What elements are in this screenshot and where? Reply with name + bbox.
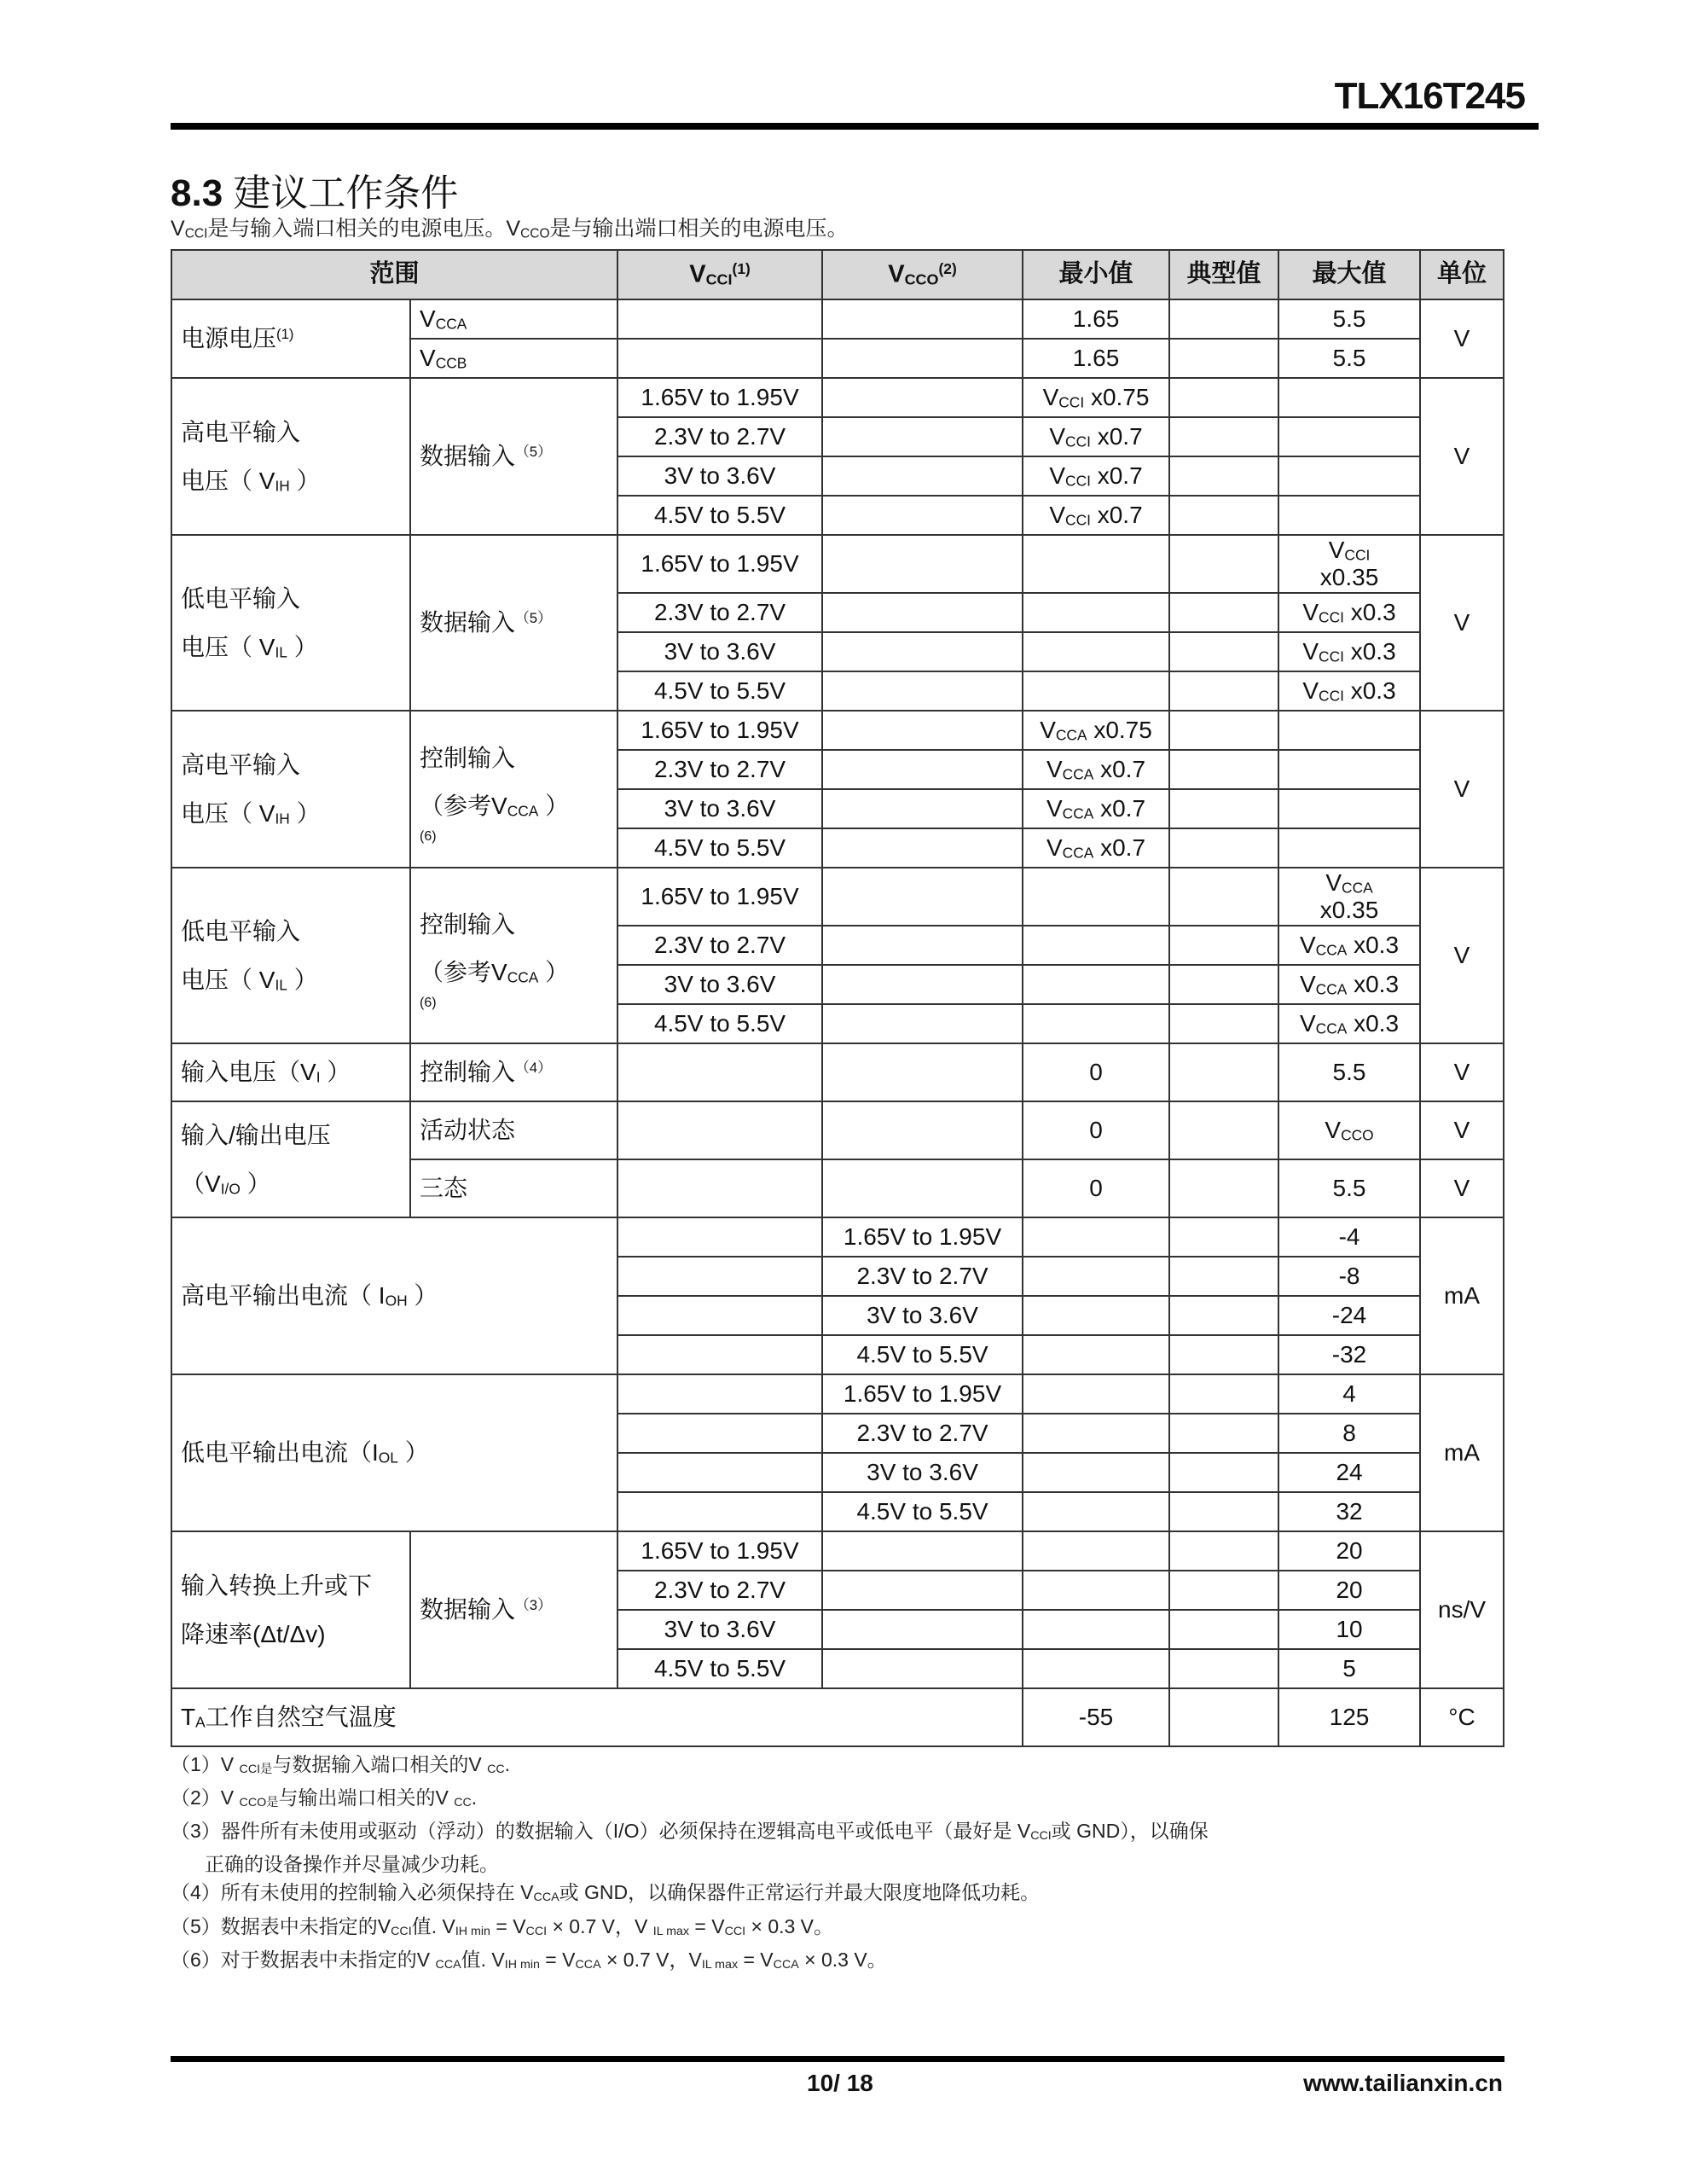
cell-typ <box>1169 1492 1278 1531</box>
cell-typ <box>1169 868 1278 926</box>
cell-min: 0 <box>1023 1159 1169 1217</box>
cell-vcco <box>822 789 1023 828</box>
cell-max: $V_{CCA}$ x0.3 <box>1278 1004 1420 1043</box>
cell-min: 1.65 <box>1023 339 1169 378</box>
cell-vcci: 3V to 3.6V <box>617 789 822 828</box>
cell-vcco <box>822 535 1023 593</box>
cell-typ <box>1169 496 1278 535</box>
cell-min: $V_{CCA}$ x0.7 <box>1023 750 1169 789</box>
cond-control-input: 控制输入 （参考$V_{CCA}$ ） (6) <box>410 868 617 1043</box>
table-row <box>171 1374 1504 1414</box>
cell-typ <box>1169 299 1278 339</box>
cell-max <box>1278 378 1420 417</box>
cell-typ <box>1169 1453 1278 1492</box>
cell-typ <box>1169 965 1278 1004</box>
table-row <box>171 1531 1504 1571</box>
cell-typ <box>1169 1531 1278 1571</box>
param-vil-data: 低电平输入 电压（ $V_{IL}$ ） <box>171 535 410 711</box>
table-row <box>171 535 1504 593</box>
cell-max: -4 <box>1278 1217 1420 1257</box>
col-header-min: 最小值 <box>1023 250 1169 299</box>
cell-typ <box>1169 1217 1278 1257</box>
cell-vcco <box>822 671 1023 711</box>
table-row <box>171 1101 1504 1159</box>
footnote-2: （2）V $_{CCO是}$与输出端口相关的V $_{CC}$. <box>171 1786 478 1810</box>
cell-vcco <box>822 496 1023 535</box>
cell-max: $V_{CCO}$ <box>1278 1101 1420 1159</box>
footnote-3-cont: 正确的设备操作并尽量减少功耗。 <box>205 1853 499 1876</box>
cond-control-input: 控制输入$^{(4)}$ <box>410 1043 617 1101</box>
cell-vcci: 1.65V to 1.95V <box>617 868 822 926</box>
cell-typ <box>1169 378 1278 417</box>
cell-min: $V_{CCI}$ x0.7 <box>1023 456 1169 496</box>
cell-vcci: 2.3V to 2.7V <box>617 926 822 965</box>
cell-min <box>1023 1649 1169 1688</box>
cell-min: $V_{CCI}$ x0.7 <box>1023 496 1169 535</box>
cell-typ <box>1169 926 1278 965</box>
cell-typ <box>1169 1414 1278 1453</box>
cell-vcci: 4.5V to 5.5V <box>617 828 822 868</box>
cell-typ <box>1169 1257 1278 1296</box>
cell-vcco <box>822 1004 1023 1043</box>
cell-max: 20 <box>1278 1531 1420 1571</box>
cell-vcco: 4.5V to 5.5V <box>822 1492 1023 1531</box>
cell-unit: V <box>1420 299 1504 378</box>
cell-min <box>1023 1453 1169 1492</box>
cell-vcco <box>822 593 1023 632</box>
cell-max: 5.5 <box>1278 1043 1420 1101</box>
cell-typ <box>1169 828 1278 868</box>
cell-unit: V <box>1420 535 1504 711</box>
cell-min <box>1023 671 1169 711</box>
cell-max: 10 <box>1278 1610 1420 1649</box>
footnote-4: （4）所有未使用的控制输入必须保持在 $V_{CCA}$或 GND，以确保器件正常运行并最大限度地降低功耗。 <box>171 1881 1041 1905</box>
cell-unit: mA <box>1420 1217 1504 1374</box>
cell-vcco <box>822 1571 1023 1610</box>
cell-typ <box>1169 1101 1278 1159</box>
cell-typ <box>1169 339 1278 378</box>
cell-max: $V_{CCI}$ x0.3 <box>1278 671 1420 711</box>
cell-vcco: 1.65V to 1.95V <box>822 1217 1023 1257</box>
cell-max: 32 <box>1278 1492 1420 1531</box>
header-rule <box>171 123 1539 130</box>
cell-vcci <box>617 1335 822 1374</box>
cell-vcco <box>822 1101 1023 1159</box>
param-supply-voltage: 电源电压$^{(1)}$ <box>171 299 410 378</box>
cell-max <box>1278 496 1420 535</box>
cell-max: 8 <box>1278 1414 1420 1453</box>
footnotes <box>171 1751 1209 1979</box>
cell-max: $V_{CCI}$ x0.3 <box>1278 593 1420 632</box>
cell-vcco <box>822 1043 1023 1101</box>
cell-vcci: 1.65V to 1.95V <box>617 378 822 417</box>
cell-max: 5.5 <box>1278 339 1420 378</box>
cell-max <box>1278 456 1420 496</box>
cell-min: 1.65 <box>1023 299 1169 339</box>
col-header-max: 最大值 <box>1278 250 1420 299</box>
cell-vcco <box>822 828 1023 868</box>
cell-vcci: 2.3V to 2.7V <box>617 593 822 632</box>
cell-vcci: 1.65V to 1.95V <box>617 1531 822 1571</box>
intro-vcco: V <box>506 217 521 241</box>
cell-min <box>1023 1374 1169 1414</box>
cell-min: $V_{CCA}$ x0.7 <box>1023 789 1169 828</box>
param-iol: 低电平输出电流（$I_{OL}$ ） <box>171 1374 617 1531</box>
intro-vcci-sub: CCI <box>184 226 208 241</box>
cell-vcci <box>617 1043 822 1101</box>
section-heading: 建议工作条件 <box>233 172 459 214</box>
cell-vcco <box>822 299 1023 339</box>
cell-vcci <box>617 1492 822 1531</box>
cond-data-input: 数据输入$^{(5)}$ <box>410 535 617 711</box>
col-header-vcco: $V_{CCO}^{(2)}$ <box>822 250 1023 299</box>
table-row <box>171 868 1504 926</box>
cell-min: -55 <box>1023 1688 1169 1746</box>
cell-max: 4 <box>1278 1374 1420 1414</box>
table-row <box>171 1043 1504 1101</box>
cell-min: $V_{CCA}$ x0.75 <box>1023 711 1169 750</box>
cond-data-input: 数据输入$^{(5)}$ <box>410 378 617 535</box>
cell-typ <box>1169 456 1278 496</box>
cell-max: $V_{CCA}$ x0.3 <box>1278 965 1420 1004</box>
cell-max: -24 <box>1278 1296 1420 1335</box>
cell-typ <box>1169 1004 1278 1043</box>
cell-unit: V <box>1420 868 1504 1043</box>
cell-max <box>1278 711 1420 750</box>
cell-vcco <box>822 339 1023 378</box>
cell-max: $V_{CCA}$ x0.35 <box>1278 868 1420 926</box>
cell-typ <box>1169 1159 1278 1217</box>
cell-typ <box>1169 593 1278 632</box>
intro-vcco-sub: CCO <box>520 226 550 241</box>
cell-min <box>1023 1571 1169 1610</box>
param-vil-control: 低电平输入 电压（ $V_{IL}$ ） <box>171 868 410 1043</box>
cell-vcci: 3V to 3.6V <box>617 456 822 496</box>
cell-vcci: 2.3V to 2.7V <box>617 417 822 456</box>
cell-min: 0 <box>1023 1101 1169 1159</box>
intro-vcci: V <box>171 217 185 241</box>
cell-vcco <box>822 1610 1023 1649</box>
cell-max <box>1278 750 1420 789</box>
cell-min <box>1023 593 1169 632</box>
cell-vcci <box>617 1296 822 1335</box>
cell-vcci: 4.5V to 5.5V <box>617 496 822 535</box>
cell-vcci: 1.65V to 1.95V <box>617 535 822 593</box>
cell-typ <box>1169 1296 1278 1335</box>
cell-min: $V_{CCI}$ x0.7 <box>1023 417 1169 456</box>
cell-vcci <box>617 1453 822 1492</box>
cell-min <box>1023 926 1169 965</box>
section-title <box>171 162 458 217</box>
cell-vcco: 2.3V to 2.7V <box>822 1257 1023 1296</box>
cell-max: 5.5 <box>1278 299 1420 339</box>
cond-data-input: 数据输入$^{(3)}$ <box>410 1531 617 1688</box>
header-row <box>171 250 1504 299</box>
cell-vcci <box>617 1414 822 1453</box>
cell-min <box>1023 1004 1169 1043</box>
cell-min <box>1023 632 1169 671</box>
cell-typ <box>1169 789 1278 828</box>
table-row <box>171 711 1504 750</box>
cell-typ <box>1169 632 1278 671</box>
cell-vcci <box>617 1374 822 1414</box>
table-row <box>171 1688 1504 1746</box>
page-number: 10/ 18 <box>807 2070 873 2096</box>
table-row <box>171 378 1504 417</box>
cell-min <box>1023 1492 1169 1531</box>
cond-control-input: 控制输入 （参考$V_{CCA}$ ） (6) <box>410 711 617 868</box>
cell-unit: mA <box>1420 1374 1504 1531</box>
cell-vcco <box>822 378 1023 417</box>
cell-vcco <box>822 868 1023 926</box>
col-header-unit: 单位 <box>1420 250 1504 299</box>
cell-vcco <box>822 750 1023 789</box>
cell-min <box>1023 1296 1169 1335</box>
cell-max: 20 <box>1278 1571 1420 1610</box>
cell-min: $V_{CCI}$ x0.75 <box>1023 378 1169 417</box>
cell-max <box>1278 828 1420 868</box>
cell-typ <box>1169 1043 1278 1101</box>
param-io-voltage: 输入/输出电压 （$V_{I/O}$ ） <box>171 1101 410 1217</box>
cell-min <box>1023 965 1169 1004</box>
cell-max: -8 <box>1278 1257 1420 1296</box>
cell-typ <box>1169 1374 1278 1414</box>
cell-min <box>1023 1217 1169 1257</box>
cell-min <box>1023 1335 1169 1374</box>
cell-unit: °C <box>1420 1688 1504 1746</box>
cell-unit: V <box>1420 1159 1504 1217</box>
cond-active-state: 活动状态 <box>410 1101 617 1159</box>
cell-min: $V_{CCA}$ x0.7 <box>1023 828 1169 868</box>
cell-unit: V <box>1420 711 1504 868</box>
col-header-vcci: $V_{CCI}^{(1)}$ <box>617 250 822 299</box>
cell-vcco <box>822 1649 1023 1688</box>
website-link[interactable]: www.tailianxin.cn <box>1303 2070 1503 2096</box>
cell-vcci: 3V to 3.6V <box>617 632 822 671</box>
table-row <box>171 299 1504 339</box>
cell-vcci: 4.5V to 5.5V <box>617 1649 822 1688</box>
cell-max: 5 <box>1278 1649 1420 1688</box>
cell-vcco: 1.65V to 1.95V <box>822 1374 1023 1414</box>
cell-max: 5.5 <box>1278 1159 1420 1217</box>
cell-min <box>1023 1414 1169 1453</box>
cell-unit: V <box>1420 1101 1504 1159</box>
intro-vcci-desc: 是与输入端口相关的电源电压。 <box>207 217 507 241</box>
recommended-operating-conditions-table <box>171 249 1504 1747</box>
cell-min <box>1023 535 1169 593</box>
cell-vcci: 4.5V to 5.5V <box>617 671 822 711</box>
col-header-range: 范围 <box>171 250 617 299</box>
cell-typ <box>1169 1335 1278 1374</box>
cell-typ <box>1169 1649 1278 1688</box>
param-ambient-temp: $T_A$工作自然空气温度 <box>171 1688 1023 1746</box>
intro-vcco-desc: 是与输出端口相关的电源电压。 <box>549 217 849 241</box>
cell-unit: V <box>1420 378 1504 535</box>
table-row <box>171 1217 1504 1257</box>
cell-min <box>1023 1257 1169 1296</box>
cell-vcci <box>617 299 822 339</box>
cell-max: $V_{CCI}$ x0.35 <box>1278 535 1420 593</box>
cell-max: 125 <box>1278 1688 1420 1746</box>
cell-vcco: 4.5V to 5.5V <box>822 1335 1023 1374</box>
cell-vcci <box>617 1159 822 1217</box>
cell-typ <box>1169 1688 1278 1746</box>
footnote-6: （6）对于数据表中未指定的V $_{CCA}$值. $V_{IH min} = V_{CCA} \times 0.7$ V，$V_{IL max} = V_{CCA} \times 0.3$ V。 <box>171 1948 887 1972</box>
cell-min: 0 <box>1023 1043 1169 1101</box>
cell-vcci: 2.3V to 2.7V <box>617 750 822 789</box>
param-vih-control: 高电平输入 电压（ $V_{IH}$ ） <box>171 711 410 868</box>
cell-vcci: 2.3V to 2.7V <box>617 1571 822 1610</box>
cell-typ <box>1169 535 1278 593</box>
product-title: TLX16T245 <box>1334 75 1525 117</box>
cell-typ <box>1169 711 1278 750</box>
cell-vcci: 4.5V to 5.5V <box>617 1004 822 1043</box>
cell-vcco <box>822 632 1023 671</box>
cell-vcco <box>822 417 1023 456</box>
param-input-voltage: 输入电压（$V_I$ ） <box>171 1043 410 1101</box>
cell-vcci <box>617 1217 822 1257</box>
cell-vcco <box>822 711 1023 750</box>
cell-vcci <box>617 1101 822 1159</box>
footer-rule <box>171 2056 1504 2062</box>
section-number: 8.3 <box>171 172 223 214</box>
cell-min <box>1023 1531 1169 1571</box>
cell-typ <box>1169 671 1278 711</box>
cond-vcca: $V_{CCA}$ <box>410 299 617 339</box>
cell-max: $V_{CCI}$ x0.3 <box>1278 632 1420 671</box>
cell-max: 24 <box>1278 1453 1420 1492</box>
cond-vccb: $V_{CCB}$ <box>410 339 617 378</box>
cell-typ <box>1169 750 1278 789</box>
cell-max: $V_{CCA}$ x0.3 <box>1278 926 1420 965</box>
cell-vcco: 3V to 3.6V <box>822 1453 1023 1492</box>
param-slew-rate: 输入转换上升或下 降速率(Δt/Δv) <box>171 1531 410 1688</box>
footnote-3: （3）器件所有未使用或驱动（浮动）的数据输入（I/O）必须保持在逻辑高电平或低电平（最好是 $V_{CCI}$或 GND），以确保 <box>171 1820 1209 1844</box>
cell-vcci: 1.65V to 1.95V <box>617 711 822 750</box>
cell-vcco <box>822 1531 1023 1571</box>
cond-tri-state: 三态 <box>410 1159 617 1217</box>
intro-text <box>171 212 849 242</box>
cell-vcci <box>617 1257 822 1296</box>
footnote-5: （5）数据表中未指定的$V_{CCI}$值. $V_{IH min} = V_{CCI} \times 0.7$ V，V $_{IL max} = V_{CCI} \times 0.3$ V。 <box>171 1914 834 1938</box>
cell-max <box>1278 789 1420 828</box>
cell-vcco: 2.3V to 2.7V <box>822 1414 1023 1453</box>
cell-typ <box>1169 417 1278 456</box>
cell-typ <box>1169 1571 1278 1610</box>
cell-vcco <box>822 1159 1023 1217</box>
cell-vcco: 3V to 3.6V <box>822 1296 1023 1335</box>
cell-unit: V <box>1420 1043 1504 1101</box>
cell-vcci <box>617 339 822 378</box>
cell-vcco <box>822 926 1023 965</box>
cell-max <box>1278 417 1420 456</box>
cell-typ <box>1169 1610 1278 1649</box>
param-vih-data: 高电平输入 电压（ $V_{IH}$ ） <box>171 378 410 535</box>
cell-min <box>1023 1610 1169 1649</box>
cell-vcco <box>822 965 1023 1004</box>
cell-max: -32 <box>1278 1335 1420 1374</box>
cell-vcci: 3V to 3.6V <box>617 965 822 1004</box>
cell-vcci: 3V to 3.6V <box>617 1610 822 1649</box>
cell-vcco <box>822 456 1023 496</box>
param-ioh: 高电平输出电流（ $I_{OH}$ ） <box>171 1217 617 1374</box>
footnote-1: （1）V $_{CCI是}$与数据输入端口相关的V $_{CC}$. <box>171 1753 511 1777</box>
cell-min <box>1023 868 1169 926</box>
cell-unit: ns/V <box>1420 1531 1504 1688</box>
col-header-typ: 典型值 <box>1169 250 1278 299</box>
